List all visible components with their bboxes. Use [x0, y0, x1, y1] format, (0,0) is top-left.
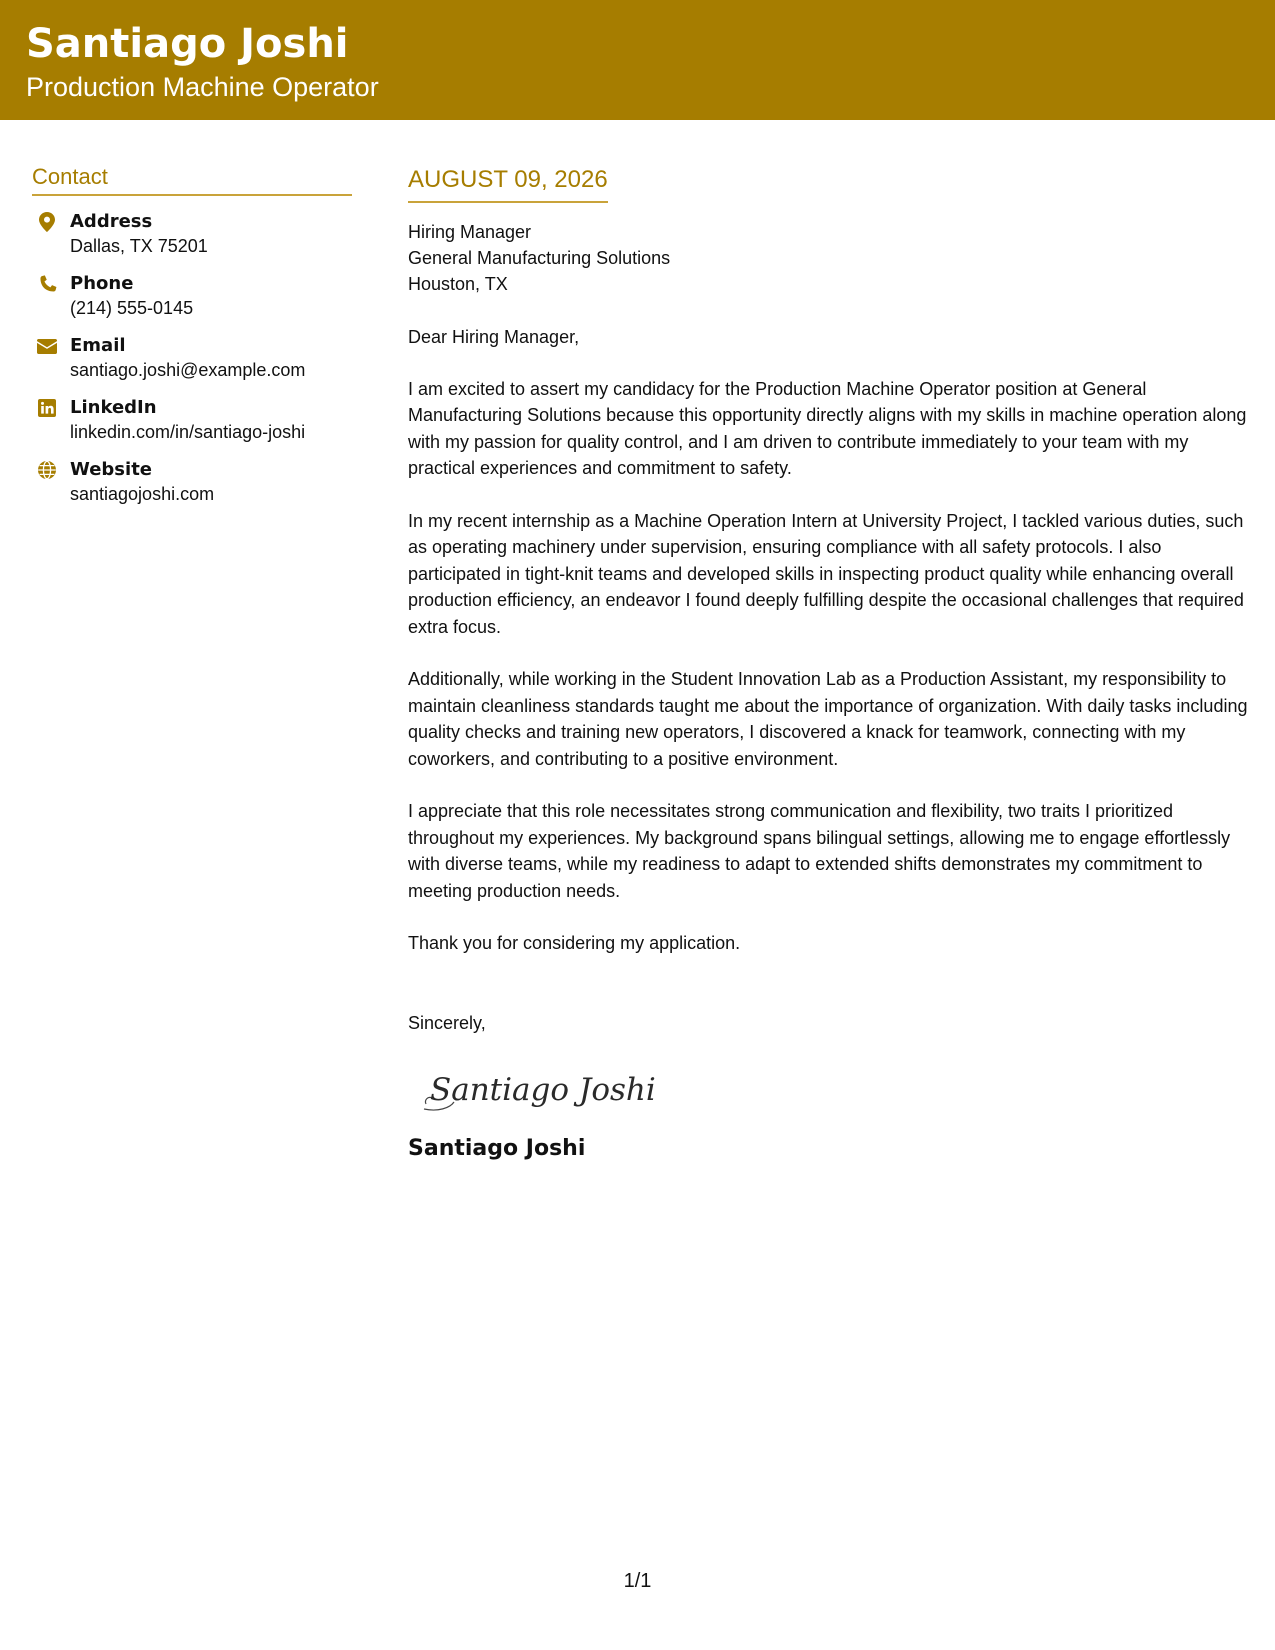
contact-label: Email [70, 335, 126, 357]
recipient-line: Houston, TX [408, 273, 508, 294]
recipient-line: Hiring Manager [408, 221, 532, 242]
linkedin-value[interactable]: linkedin.com/in/santiago-joshi [70, 422, 306, 443]
header-banner [0, 0, 1275, 120]
contact-item-email [32, 334, 352, 383]
letter-body [408, 166, 1248, 1162]
contact-list [32, 210, 352, 507]
closing-line: Sincerely, [408, 1013, 486, 1034]
contact-label: LinkedIn [70, 397, 157, 419]
thanks-line: Thank you for considering my application. [408, 933, 741, 954]
body-paragraph: I am excited to assert my candidacy for the Production Machine Operator position at General Manufacturing Solutions because this opportunity directly aligns with my skills in machine operation along with my passion for quality control, and I am driven to contribute immediately to your team with my practical experiences and commitment to safety. [408, 378, 1247, 479]
body-paragraph: Additionally, while working in the Student Innovation Lab as a Production Assistant, my responsibility to maintain cleanliness standards taught me about the importance of organization. With daily tasks including quality checks and training new operators, I discovered a knack for teamwork, connecting with my coworkers, and contributing to a positive environment. [408, 669, 1248, 769]
svg-text:Santiago Joshi: Santiago Joshi [430, 1072, 656, 1109]
signer-name: Santiago Joshi [408, 1136, 586, 1162]
phone-value[interactable]: (214) 555-0145 [70, 298, 194, 319]
applicant-title: Production Machine Operator [26, 72, 379, 102]
linkedin-icon [36, 397, 58, 419]
applicant-name: Santiago Joshi [26, 21, 349, 67]
salutation: Dear Hiring Manager, [408, 326, 580, 347]
contact-label: Address [70, 211, 153, 233]
contact-item-linkedin [32, 396, 352, 445]
body-paragraph: I appreciate that this role necessitates strong communication and flexibility, two traits I prioritized throughout my experiences. My background spans bilingual settings, allowing me to engage effortlessly with diverse teams, while my readiness to adapt to extended shifts demonstrates my commitment to meeting production needs. [408, 801, 1231, 901]
recipient-line: General Manufacturing Solutions [408, 247, 671, 268]
recipient-block [408, 219, 1248, 297]
handwritten-signature [420, 1060, 680, 1116]
letter-date: AUGUST 09, 2026 [408, 166, 608, 203]
email-value[interactable]: santiago.joshi@example.com [70, 360, 306, 381]
contact-item-address [32, 210, 352, 259]
page-indicator: 1/1 [623, 1570, 652, 1592]
website-value[interactable]: santiagojoshi.com [70, 484, 215, 505]
map-pin-icon [36, 211, 58, 233]
contact-heading: Contact [32, 164, 352, 196]
contact-item-website [32, 458, 352, 507]
body-paragraph: In my recent internship as a Machine Operation Intern at University Project, I tackled various duties, such as operating machinery under supervision, ensuring compliance with all safety protocols. I also participated in tight-knit teams and developed skills in inspecting product quality while enhancing overall production efficiency, an endeavor I found deeply fulfilling despite the occasional challenges that required extra focus. [408, 510, 1244, 637]
phone-icon [36, 273, 58, 295]
envelope-icon [36, 335, 58, 357]
contact-label: Phone [70, 273, 134, 295]
contact-item-phone [32, 272, 352, 321]
address-value: Dallas, TX 75201 [70, 236, 208, 257]
globe-icon [36, 459, 58, 481]
contact-sidebar [32, 164, 352, 520]
contact-label: Website [70, 459, 153, 481]
